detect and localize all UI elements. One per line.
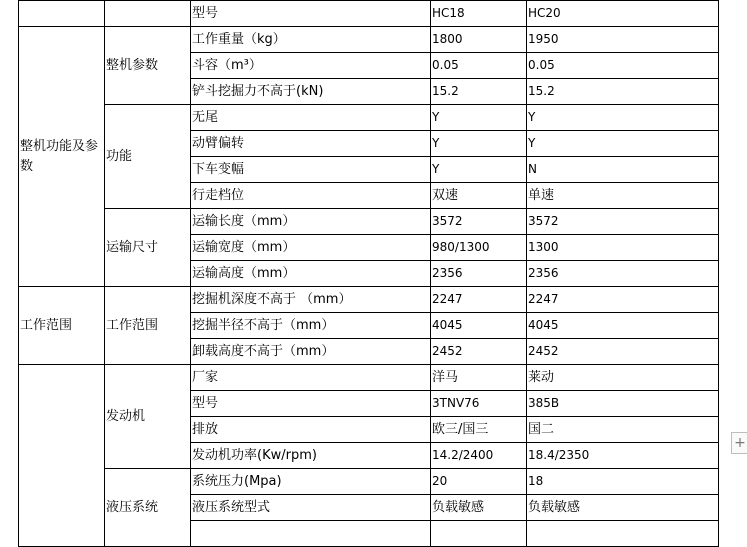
row-label: 运输高度（mm） [191, 261, 431, 287]
row-hc18-value: 15.2 [431, 79, 527, 105]
group-hydraulic: 液压系统 [105, 469, 191, 547]
row-hc18-value: 14.2/2400 [431, 443, 527, 469]
row-hc18-value: 1800 [431, 27, 527, 53]
group-work-range: 工作范围 [105, 287, 191, 365]
row-hc18-value: 980/1300 [431, 235, 527, 261]
table-row [19, 469, 719, 495]
row-label: 斗容（m³） [191, 53, 431, 79]
header-empty-cell [105, 1, 191, 27]
row-hc18-value: 20 [431, 469, 527, 495]
table-row [19, 209, 719, 235]
row-label: 运输长度（mm） [191, 209, 431, 235]
row-hc18-value: 3TNV76 [431, 391, 527, 417]
table-row [19, 27, 719, 53]
category-power [19, 365, 105, 547]
row-label: 动臂偏转 [191, 131, 431, 157]
row-hc20-value: 国二 [527, 417, 719, 443]
header-empty-cell [19, 1, 105, 27]
add-row-plus-icon[interactable]: + [731, 432, 747, 454]
row-hc20-value: 15.2 [527, 79, 719, 105]
row-label: 工作重量（kg） [191, 27, 431, 53]
row-hc18-value: Y [431, 157, 527, 183]
row-label: 挖掘机深度不高于 （mm） [191, 287, 431, 313]
row-label: 挖掘半径不高于（mm） [191, 313, 431, 339]
row-hc18-value: Y [431, 131, 527, 157]
category-work-range: 工作范围 [19, 287, 105, 365]
row-hc20-value: 2247 [527, 287, 719, 313]
row-hc18-value: 负载敏感 [431, 495, 527, 521]
table-row [19, 105, 719, 131]
header-model-label: 型号 [191, 1, 431, 27]
row-hc20-value: 18 [527, 469, 719, 495]
group-function: 功能 [105, 105, 191, 209]
row-hc20-value: 2356 [527, 261, 719, 287]
row-hc20-value: 0.05 [527, 53, 719, 79]
row-label: 液压系统型式 [191, 495, 431, 521]
row-label: 卸载高度不高于（mm） [191, 339, 431, 365]
row-hc20-value: 1300 [527, 235, 719, 261]
row-hc18-value: 3572 [431, 209, 527, 235]
row-hc18-value: Y [431, 105, 527, 131]
group-whole-params: 整机参数 [105, 27, 191, 105]
header-row [19, 1, 719, 27]
row-label: 发动机功率(Kw/rpm) [191, 443, 431, 469]
row-hc18-value: 0.05 [431, 53, 527, 79]
row-label: 行走档位 [191, 183, 431, 209]
row-hc18-value: 欧三/国三 [431, 417, 527, 443]
row-hc18-value: 2247 [431, 287, 527, 313]
row-hc18-value: 洋马 [431, 365, 527, 391]
row-label: 排放 [191, 417, 431, 443]
row-hc20-value: Y [527, 105, 719, 131]
row-label: 下车变幅 [191, 157, 431, 183]
row-label: 运输宽度（mm） [191, 235, 431, 261]
row-hc20-value: 单速 [527, 183, 719, 209]
row-label: 厂家 [191, 365, 431, 391]
row-hc20-value: 1950 [527, 27, 719, 53]
category-machine: 整机功能及参数 [19, 27, 105, 287]
table-row [19, 287, 719, 313]
row-hc18-value: 4045 [431, 313, 527, 339]
row-hc20-value: 负载敏感 [527, 495, 719, 521]
row-hc20-value: 2452 [527, 339, 719, 365]
row-label: 铲斗挖掘力不高于(kN) [191, 79, 431, 105]
empty-cell [191, 521, 431, 547]
empty-cell [527, 521, 719, 547]
row-hc18-value: 2356 [431, 261, 527, 287]
row-label: 系统压力(Mpa) [191, 469, 431, 495]
group-engine: 发动机 [105, 365, 191, 469]
row-label: 无尾 [191, 105, 431, 131]
header-hc20: HC20 [527, 1, 719, 27]
empty-cell [431, 521, 527, 547]
row-hc20-value: Y [527, 131, 719, 157]
row-hc20-value: 莱动 [527, 365, 719, 391]
spec-table [18, 0, 719, 547]
row-label: 型号 [191, 391, 431, 417]
row-hc20-value: 3572 [527, 209, 719, 235]
table-row [19, 365, 719, 391]
group-transport-size: 运输尺寸 [105, 209, 191, 287]
row-hc18-value: 双速 [431, 183, 527, 209]
row-hc20-value: N [527, 157, 719, 183]
row-hc20-value: 4045 [527, 313, 719, 339]
row-hc20-value: 18.4/2350 [527, 443, 719, 469]
row-hc20-value: 385B [527, 391, 719, 417]
row-hc18-value: 2452 [431, 339, 527, 365]
header-hc18: HC18 [431, 1, 527, 27]
